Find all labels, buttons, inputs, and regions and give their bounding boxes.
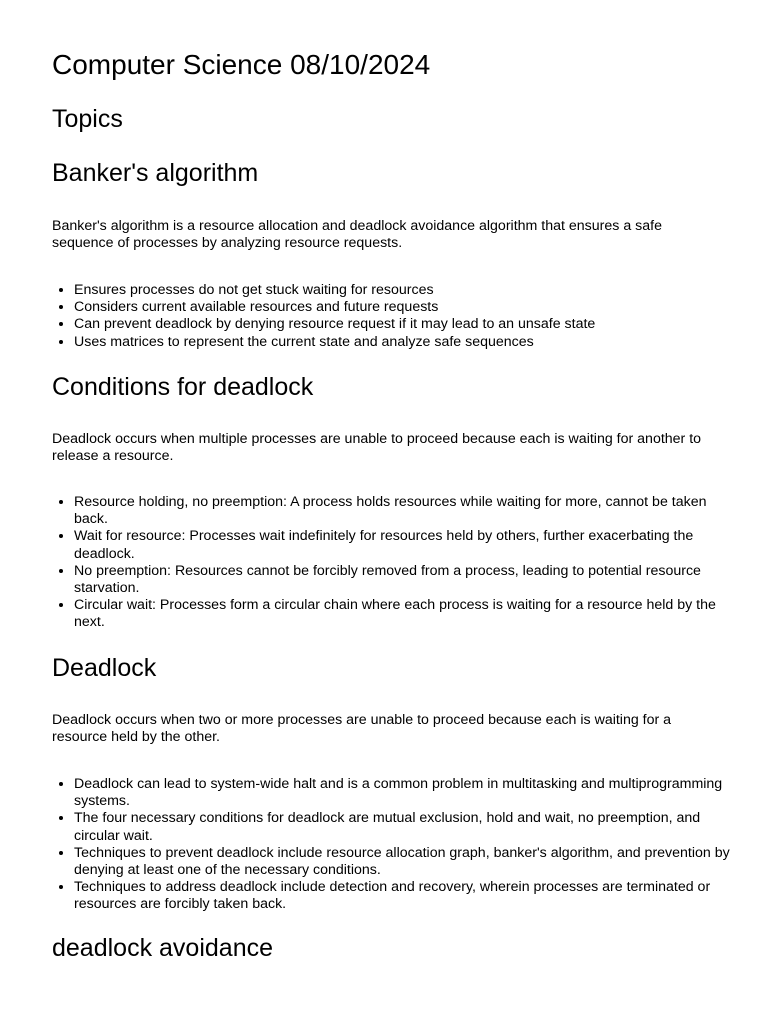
section-heading-bankers-algorithm: Banker's algorithm [52, 159, 259, 187]
section-bullets-deadlock [52, 776, 742, 914]
section-heading-deadlock: Deadlock [52, 654, 157, 682]
section-heading-deadlock-avoidance: deadlock avoidance [52, 934, 273, 962]
section-heading-conditions-for-deadlock: Conditions for deadlock [52, 373, 314, 401]
list-item: • Considers current available resources and future requests [74, 299, 742, 316]
list-item: • Deadlock can lead to system-wide halt and is a common problem in multitasking and multiprogramming systems. [74, 776, 742, 810]
section-bullets-conditions-for-deadlock [52, 494, 742, 632]
section-paragraph-conditions-for-deadlock: Deadlock occurs when multiple processes are unable to proceed because each is waiting for another to release a resource. [52, 431, 702, 464]
section-bullets-bankers-algorithm [52, 282, 742, 351]
topics-heading: Topics [52, 105, 123, 133]
list-item: • Techniques to prevent deadlock include resource allocation graph, banker's algorithm, and prevention by denying at least one of the necessary conditions. [74, 845, 742, 879]
list-item: • Uses matrices to represent the current state and analyze safe sequences [74, 334, 742, 351]
section-paragraph-deadlock: Deadlock occurs when two or more processes are unable to proceed because each is waiting for a resource held by the other. [52, 712, 672, 745]
list-item: • Techniques to address deadlock include detection and recovery, wherein processes are terminated or resources are forcibly taken back. [74, 879, 742, 913]
list-item: • Circular wait: Processes form a circular chain where each process is waiting for a resource held by the next. [74, 597, 742, 631]
list-item: • Wait for resource: Processes wait indefinitely for resources held by others, further exacerbating the deadlock. [74, 528, 742, 562]
list-item: • Can prevent deadlock by denying resource request if it may lead to an unsafe state [74, 316, 742, 333]
list-item: • No preemption: Resources cannot be forcibly removed from a process, leading to potential resource starvation. [74, 563, 742, 597]
section-paragraph-bankers-algorithm: Banker's algorithm is a resource allocation and deadlock avoidance algorithm that ensures a safe sequence of processes by analyzing resource requests. [52, 218, 662, 251]
list-item: • Resource holding, no preemption: A process holds resources while waiting for more, cannot be taken back. [74, 494, 742, 528]
page-title: Computer Science 08/10/2024 [52, 49, 431, 80]
list-item: • The four necessary conditions for deadlock are mutual exclusion, hold and wait, no preemption, and circular wait. [74, 810, 742, 844]
list-item: • Ensures processes do not get stuck waiting for resources [74, 282, 742, 299]
